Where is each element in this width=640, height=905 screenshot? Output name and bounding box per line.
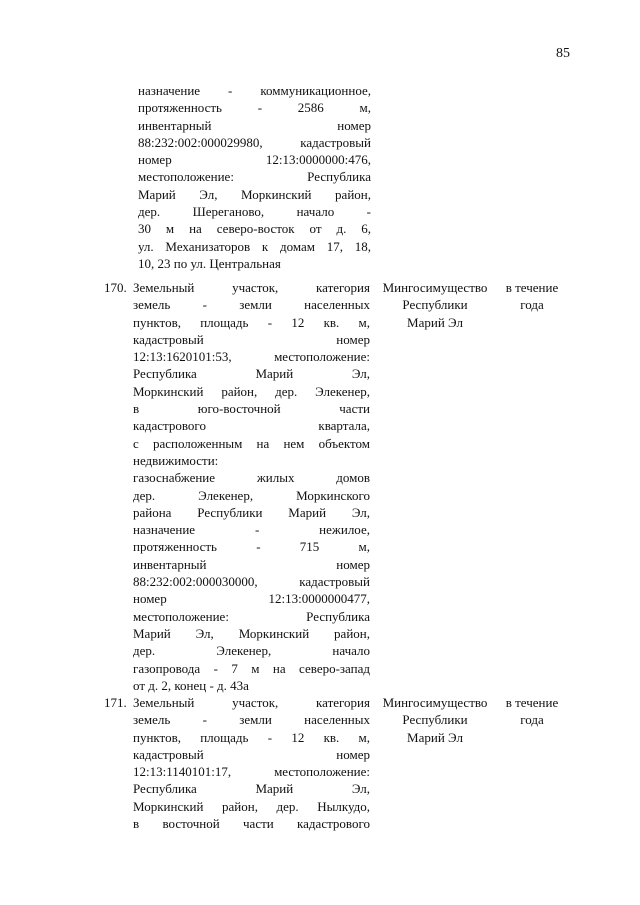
description-line: земель - земли населенных (133, 297, 370, 313)
description-line: 88:232:002:000029980, кадастровый (138, 134, 371, 150)
description-line: Земельный участок, категория (133, 280, 370, 295)
description-line: местоположение: Республика (138, 169, 371, 185)
description-line: пунктов, площадь - 12 кв. м, (133, 729, 370, 745)
description-line: Марий Эл, Моркинский район, (138, 186, 371, 202)
description-line: от д. 2, конец - д. 43а (133, 677, 249, 693)
row-description (133, 694, 370, 832)
description-line: кадастровый номер (133, 331, 370, 347)
organization-line: Республики (402, 712, 468, 728)
description-line: инвентарный номер (138, 117, 371, 133)
description-line: 88:232:002:000030000, кадастровый (133, 574, 370, 590)
description-line: протяженность - 715 м, (133, 539, 370, 555)
description-line: газопровода - 7 м на северо-запад (133, 660, 370, 676)
responsible-organization (370, 279, 500, 331)
organization-line: Мингосимущество (382, 280, 488, 295)
description-line: кадастровый номер (133, 746, 370, 762)
description-line: 30 м на северо-восток от д. 6, (138, 221, 371, 237)
row-number: 171. (104, 695, 127, 710)
description-line: с расположенным на нем объектом (133, 435, 370, 451)
continuation-description (138, 82, 371, 272)
description-line: газоснабжение жилых домов (133, 470, 370, 486)
description-line: района Республики Марий Эл, (133, 504, 370, 520)
description-line: пунктов, площадь - 12 кв. м, (133, 314, 370, 330)
description-line: протяженность - 2586 м, (138, 100, 371, 116)
description-line: Моркинский район, дер. Элекенер, (133, 383, 370, 399)
description-line: дер. Элекенер, Моркинского (133, 487, 370, 503)
deadline-term (500, 694, 564, 729)
description-line: Республика Марий Эл, (133, 781, 370, 797)
term-line: года (520, 297, 544, 313)
description-line: 10, 23 по ул. Центральная (138, 255, 281, 271)
organization-line: Марий Эл (407, 314, 463, 330)
description-line: кадастрового квартала, (133, 418, 370, 434)
description-line: номер 12:13:0000000:476, (138, 152, 371, 168)
description-line: назначение - нежилое, (133, 522, 370, 538)
responsible-organization (370, 694, 500, 746)
row-description (133, 279, 370, 694)
description-line: Республика Марий Эл, (133, 366, 370, 382)
description-line: ул. Механизаторов к домам 17, 18, (138, 238, 371, 254)
row-number: 170. (104, 280, 127, 295)
description-line: назначение - коммуникационное, (138, 83, 371, 98)
description-line: 12:13:1140101:17, местоположение: (133, 764, 370, 780)
description-line: в восточной части кадастрового (133, 816, 370, 832)
term-line: в течение (505, 695, 559, 710)
description-line: Марий Эл, Моркинский район, (133, 625, 370, 641)
page-number: 85 (556, 46, 570, 61)
description-line: номер 12:13:0000000477, (133, 591, 370, 607)
description-line: в юго-восточной части (133, 401, 370, 417)
organization-line: Мингосимущество (382, 695, 488, 710)
description-line: местоположение: Республика (133, 608, 370, 624)
organization-line: Республики (402, 297, 468, 313)
term-line: года (520, 712, 544, 728)
description-line: земель - земли населенных (133, 712, 370, 728)
description-line: инвентарный номер (133, 556, 370, 572)
description-line: Моркинский район, дер. Нылкудо, (133, 798, 370, 814)
term-line: в течение (505, 280, 559, 295)
description-line: дер. Шереганово, начало - (138, 204, 371, 220)
description-line: 12:13:1620101:53, местоположение: (133, 349, 370, 365)
organization-line: Марий Эл (407, 729, 463, 745)
deadline-term (500, 279, 564, 314)
description-line: недвижимости: (133, 452, 219, 468)
description-line: Земельный участок, категория (133, 695, 370, 710)
description-line: дер. Элекенер, начало (133, 643, 370, 659)
